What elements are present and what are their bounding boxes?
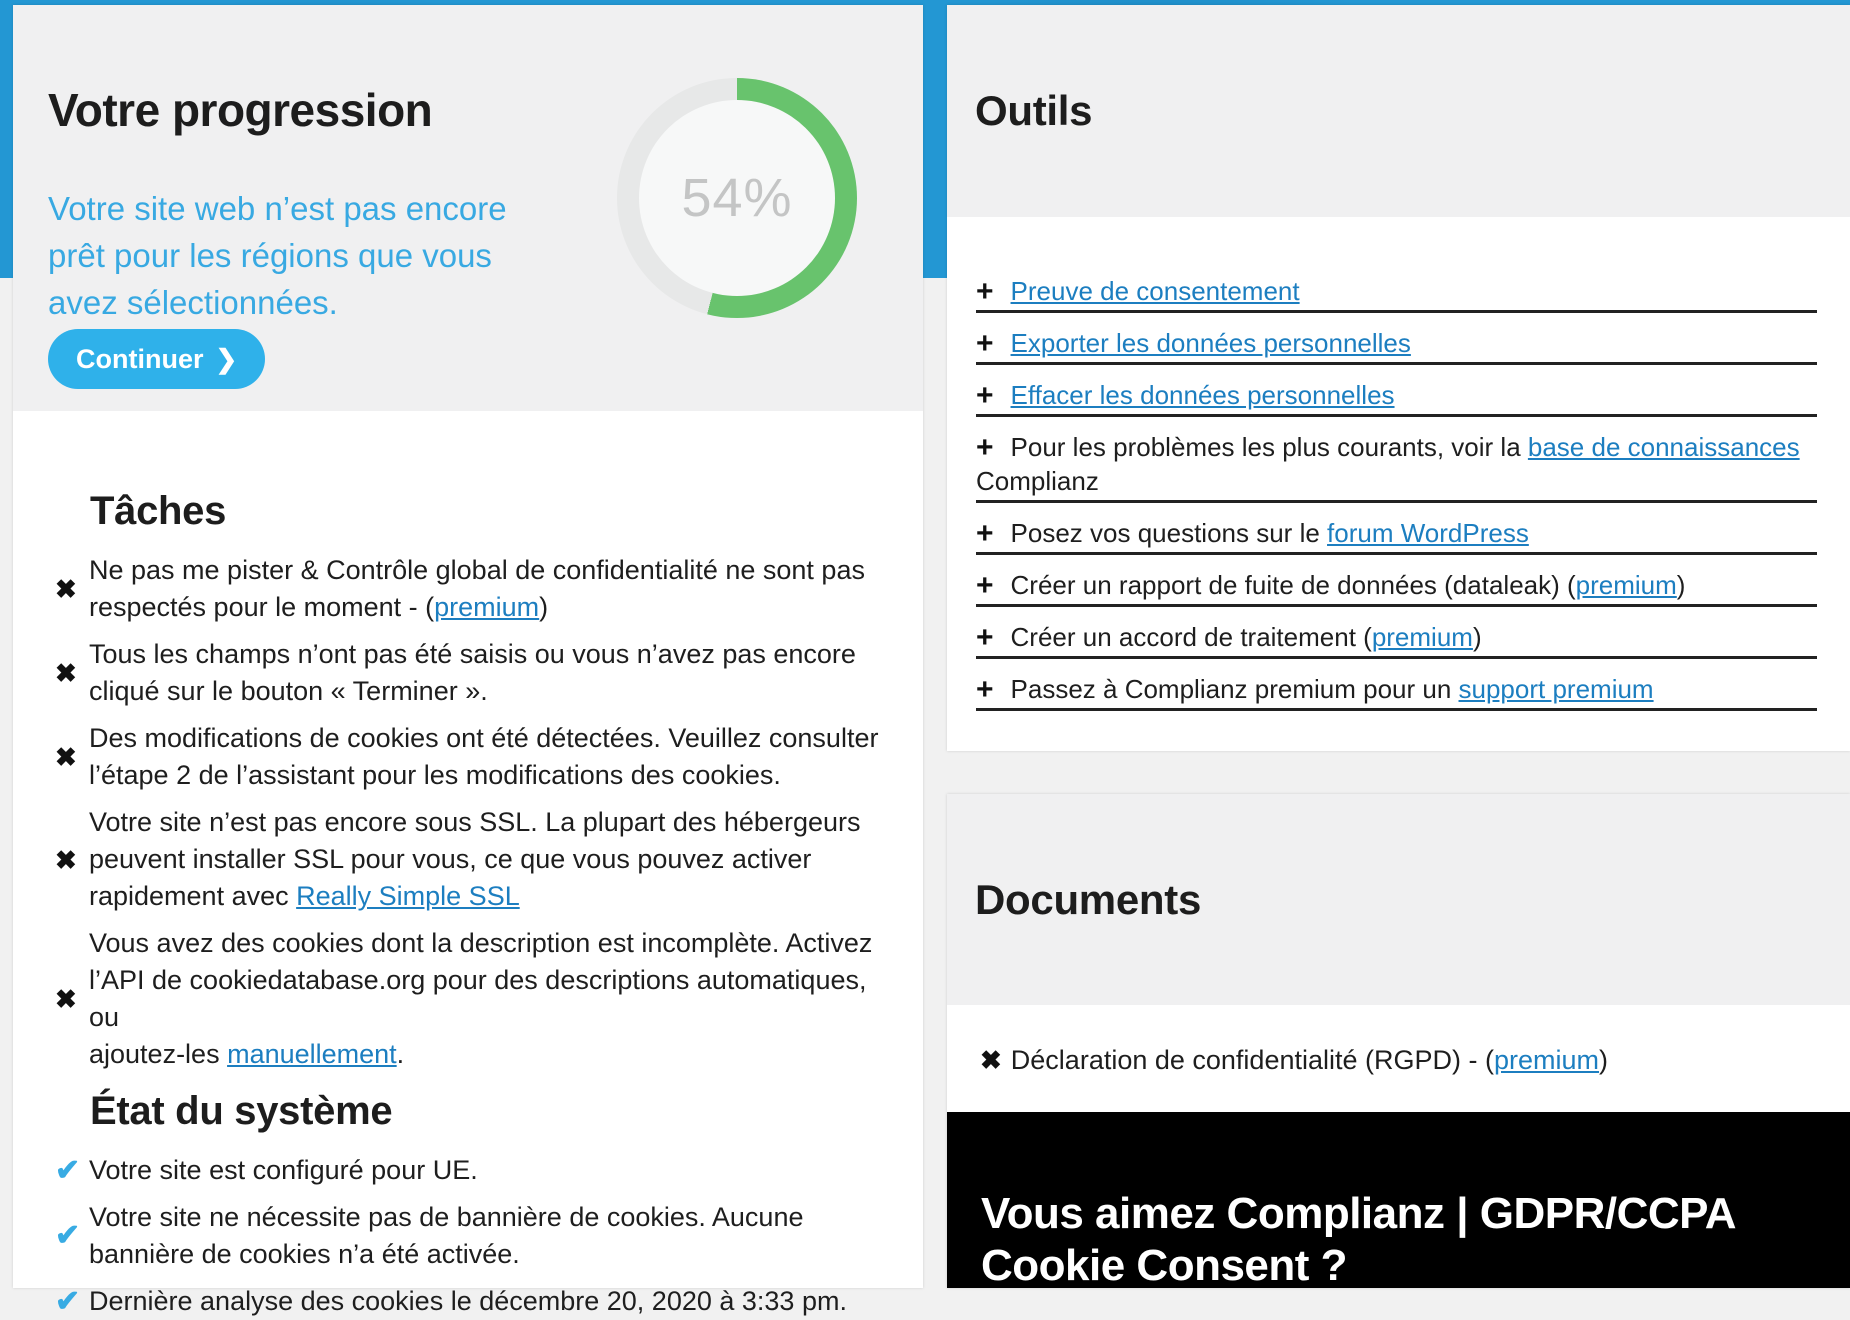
text-segment: Ne pas me pister & Contrôle global de confidentialité ne sont pas [89,555,865,585]
item-text [89,720,878,794]
text-segment: . [396,1039,405,1069]
status-check-icon: ✔ [55,1219,81,1252]
text-segment: ) [1676,570,1686,600]
task-cross-icon: ✖ [55,574,77,604]
expand-plus-icon[interactable]: + [976,569,994,602]
expand-plus-icon[interactable]: + [976,327,994,360]
documents-card-header [947,794,1850,1005]
item-text [89,1152,478,1189]
text-segment: ) [1472,622,1482,652]
expand-plus-icon[interactable]: + [976,379,994,412]
text-segment: l’API de cookiedatabase.org pour des descriptions automatiques, ou [89,965,867,1032]
expand-plus-icon[interactable]: + [976,621,994,654]
inline-link[interactable]: manuellement [227,1039,397,1069]
text-segment: Votre site n’est pas encore sous SSL. La plupart des hébergeurs [89,807,861,837]
status-check-icon: ✔ [55,1284,81,1318]
tool-item [976,607,1817,659]
status-item [55,1152,883,1189]
continue-button[interactable] [48,329,265,389]
tool-item [976,503,1817,555]
text-segment: ) [539,592,549,622]
tools-list [947,217,1850,711]
status-item [55,1283,883,1320]
item-text [89,552,865,626]
progress-percent: 54% [681,168,793,228]
text-segment: cliqué sur le bouton « Terminer ». [89,676,488,706]
text-segment: bannière de cookies n’a été activée. [89,1239,520,1269]
status-check-icon: ✔ [55,1153,81,1187]
text-segment: Complianz [976,466,1099,496]
expand-plus-icon[interactable]: + [976,673,994,706]
promo-title [981,1188,1850,1288]
progress-title: Votre progression [48,84,433,136]
item-text [89,1199,804,1273]
inline-link[interactable]: forum WordPress [1327,518,1529,548]
text-segment: rapidement avec [89,881,297,911]
task-cross-icon: ✖ [55,984,77,1014]
task-cross-icon: ✖ [55,844,77,875]
tool-item [976,313,1817,365]
item-text [89,804,860,915]
item-text [89,1283,847,1320]
status-item [55,1199,883,1273]
tools-card [947,5,1850,751]
text-segment: l’étape 2 de l’assistant pour les modifications des cookies. [89,760,781,790]
task-cross-icon: ✖ [55,658,77,688]
system-status-list [55,1152,883,1320]
text-segment: Posez vos questions sur le [1010,518,1328,548]
tasks-heading: Tâches [90,489,227,533]
progress-ring-inner [639,100,835,296]
tool-item [976,659,1817,711]
inline-link[interactable]: premium [1494,1045,1600,1075]
text-segment: ) [1599,1045,1609,1075]
inline-link[interactable]: Preuve de consentement [1010,276,1300,306]
text-segment: Passez à Complianz premium pour un [1010,674,1459,704]
task-item [55,720,883,794]
progress-card-header [13,5,923,411]
text-segment: Votre site est configuré pour UE. [89,1155,478,1185]
promo-banner [947,1112,1850,1288]
progress-card-body [13,411,923,1320]
inline-link[interactable]: premium [1371,622,1473,652]
documents-heading: Documents [975,875,1202,923]
inline-link[interactable]: premium [1575,570,1677,600]
progress-card [13,5,923,1318]
text-segment: Cookie Consent ? [981,1241,1348,1288]
tools-heading: Outils [975,87,1093,134]
progress-message-line: Votre site web n’est pas encore [48,190,507,227]
text-segment: Créer un accord de traitement ( [1010,622,1372,652]
item-text [89,925,883,1073]
text-segment: Tous les champs n’ont pas été saisis ou vous n’avez pas encore [89,639,856,669]
continue-button-label: Continuer [76,343,204,374]
task-item [55,552,883,626]
tasks-list [55,552,883,1073]
inline-link[interactable]: Exporter les données personnelles [1010,328,1411,358]
text-segment: Déclaration de confidentialité (RGPD) - ( [1010,1045,1494,1075]
text-segment: Dernière analyse des cookies le décembre 20, 2020 à 3:33 pm. [89,1286,847,1316]
inline-link[interactable]: Effacer les données personnelles [1010,380,1395,410]
task-item [55,804,883,915]
text-segment: peuvent installer SSL pour vous, ce que vous pouvez activer [89,844,812,874]
text-segment: Créer un rapport de fuite de données (dataleak) ( [1010,570,1576,600]
expand-plus-icon[interactable]: + [976,275,994,308]
progress-message-line: avez sélectionnées. [48,284,338,321]
inline-link[interactable]: Really Simple SSL [296,881,520,911]
tool-item [976,555,1817,607]
document-cross-icon: ✖ [980,1045,1002,1075]
tools-card-header [947,5,1850,217]
text-segment: Vous avez des cookies dont la description est incomplète. Activez [89,928,873,958]
inline-link[interactable]: premium [434,592,540,622]
progress-ring [617,78,857,318]
text-segment: respectés pour le moment - ( [89,592,435,622]
text-segment: Pour les problèmes les plus courants, voir la [1010,432,1528,462]
item-text [89,636,856,710]
progress-message-line: prêt pour les régions que vous [48,237,492,274]
tool-item [976,261,1817,313]
text-segment: Des modifications de cookies ont été détectées. Veuillez consulter [89,723,879,753]
inline-link[interactable]: support premium [1458,674,1654,704]
expand-plus-icon[interactable]: + [976,431,994,464]
text-segment: Votre site ne nécessite pas de bannière de cookies. Aucune [89,1202,804,1232]
text-segment: ajoutez-les [89,1039,228,1069]
task-cross-icon: ✖ [55,742,77,772]
task-item [55,925,883,1073]
tool-item [976,365,1817,417]
inline-link[interactable]: base de connaissances [1527,432,1800,462]
chevron-right-icon: ❯ [215,343,238,374]
document-item [980,1043,1817,1077]
task-item [55,636,883,710]
documents-card [947,794,1850,1288]
tool-item [976,417,1817,503]
documents-list [947,1005,1850,1112]
text-segment: Vous aimez Complianz | GDPR/CCPA [981,1189,1737,1238]
expand-plus-icon[interactable]: + [976,517,994,550]
system-status-heading: État du système [90,1089,393,1133]
